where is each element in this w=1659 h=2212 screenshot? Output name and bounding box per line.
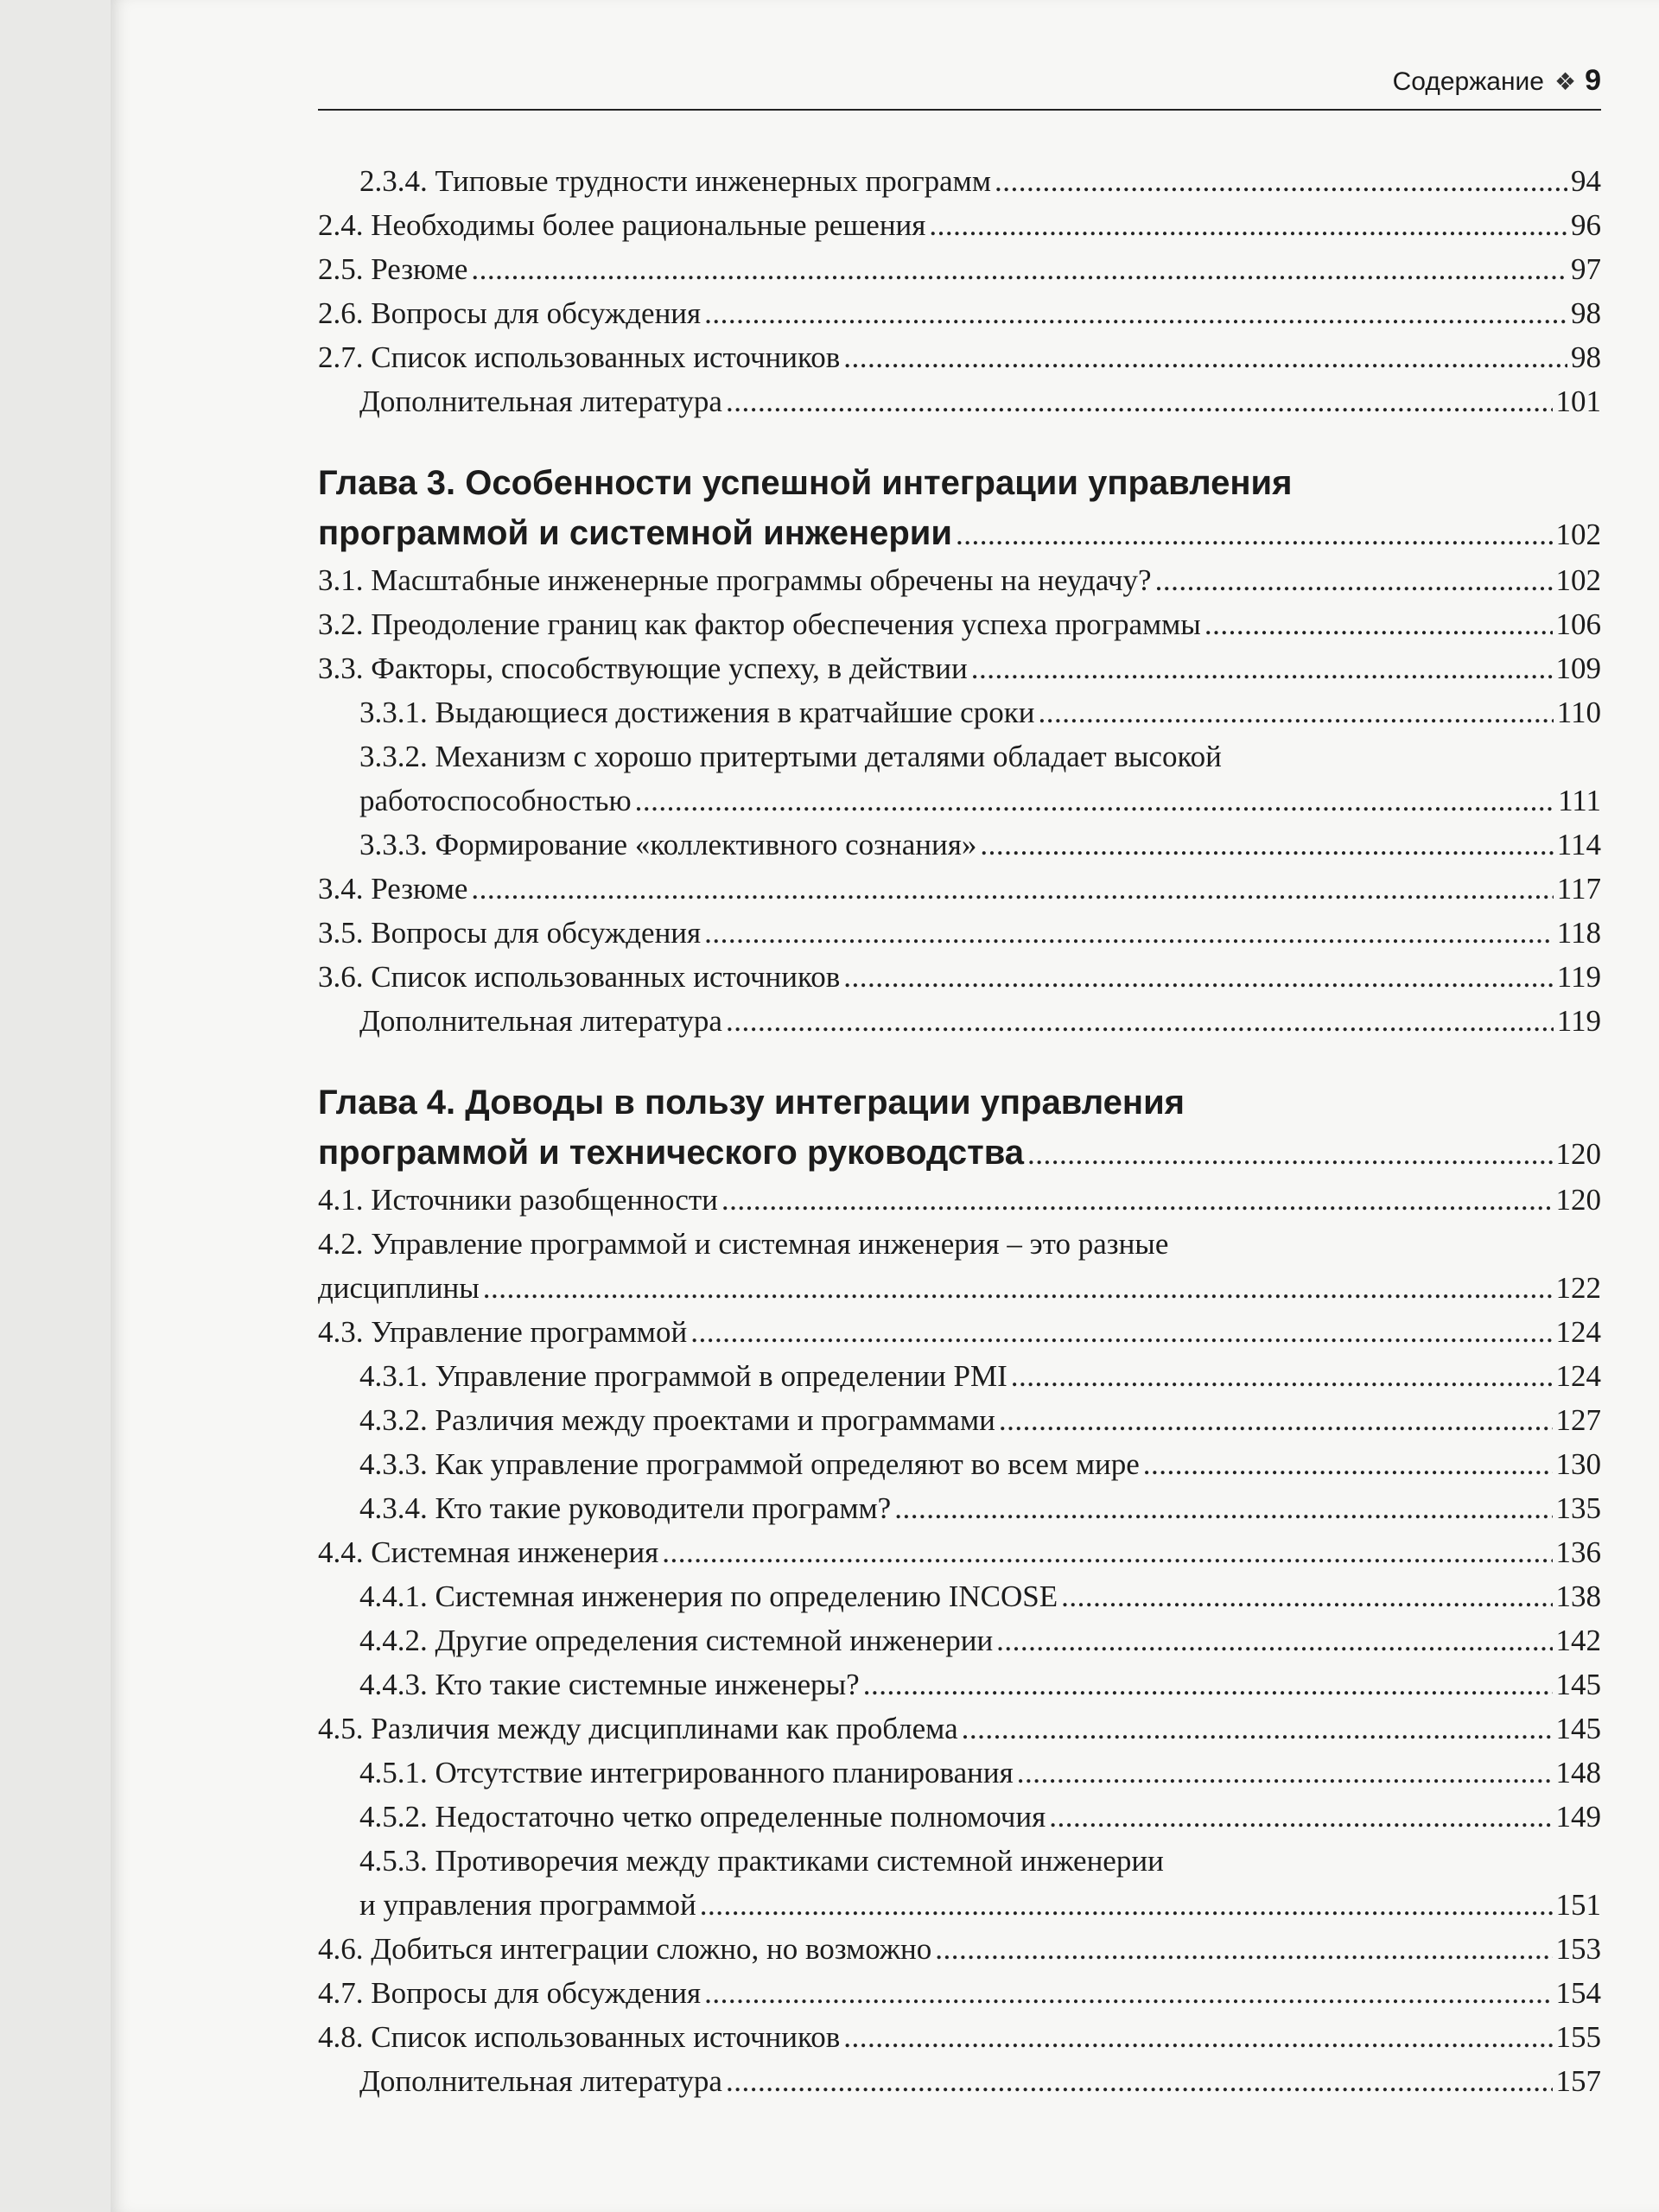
toc-entry-title: 3.5. Вопросы для обсуждения [318,916,702,950]
dot-leader [1027,1129,1552,1179]
dot-leader [1011,1354,1553,1398]
toc-page-number: 135 [1555,1491,1601,1525]
dot-leader [635,779,1554,823]
toc-entry-title: 3.4. Резюме [318,872,468,906]
toc-entry-title: дисциплины [318,1271,480,1305]
toc-entry-multiline [318,734,1601,823]
dot-leader [863,1662,1553,1707]
toc-entry [318,1707,1601,1751]
toc-entry [318,1751,1601,1795]
toc-page-number: 106 [1555,607,1601,641]
toc-page-number: 138 [1555,1580,1601,1613]
toc-entry-title: 2.6. Вопросы для обсуждения [318,296,702,330]
toc-page-number: 142 [1555,1624,1601,1657]
toc-entry-title: 3.3.1. Выдающиеся достижения в кратчайшие сроки [359,696,1035,729]
toc-page-number: 97 [1571,252,1601,286]
toc-page-number: 122 [1555,1271,1601,1305]
toc-entry-title: программой и системной инженерии [318,514,952,552]
toc-page-number: 124 [1555,1359,1601,1393]
toc-entry [318,379,1601,423]
dot-leader [894,1486,1552,1530]
toc-entry-title: 4.5.1. Отсутствие интегрированного планирования [359,1756,1014,1789]
toc-entry-title: 4.4.3. Кто такие системные инженеры? [359,1668,860,1701]
toc-entry-title-line1: 4.2. Управление программой и системная инженерия – это разные [318,1227,1169,1261]
toc-page-number: 119 [1556,960,1601,994]
toc-entry-title: 4.1. Источники разобщенности [318,1183,718,1217]
toc-entry [318,1795,1601,1839]
toc-entry-title: 2.5. Резюме [318,252,468,286]
dot-leader [700,1883,1553,1927]
toc-entry-title: Дополнительная литература [359,1004,722,1038]
toc-entry-title-line1: Глава 4. Доводы в пользу интеграции управления [318,1084,1185,1122]
toc-page-number: 136 [1555,1535,1601,1569]
toc-page-number: 111 [1558,784,1601,817]
dot-leader [1049,1795,1552,1839]
diamond-ornament-icon: ❖ [1554,68,1577,95]
toc-entry [318,1354,1601,1398]
toc-entry [318,1662,1601,1707]
dot-leader [843,2015,1552,2059]
dot-leader [483,1266,1553,1310]
toc-entry-title: 4.3.1. Управление программой в определении PMI [359,1359,1007,1393]
toc-entry [318,1128,1601,1178]
toc-entry-title: и управления программой [359,1888,696,1922]
toc-page-number: 148 [1555,1756,1601,1789]
dot-leader [704,911,1554,955]
toc-entry [318,602,1601,646]
toc-page-number: 110 [1556,696,1601,729]
toc-entry [318,1178,1601,1222]
header-section-title: Содержание [1392,67,1544,96]
dot-leader [690,1310,1552,1354]
dot-leader [843,955,1554,999]
toc-page-number: 102 [1555,563,1601,597]
toc-entry [318,1574,1601,1618]
toc-entry [318,823,1601,867]
dot-leader [1155,558,1553,602]
dot-leader [726,379,1553,423]
toc-entry-title: 2.4. Необходимы более рациональные решения [318,208,926,242]
toc-entry-title: Дополнительная литература [359,2064,722,2098]
header-text [1393,59,1601,104]
toc-entry-title: 2.7. Список использованных источников [318,340,841,374]
toc-entry-title-line1: 4.5.3. Противоречия между практиками системной инженерии [359,1844,1164,1878]
toc-page-number: 153 [1555,1932,1601,1966]
toc-entry-title: 4.5. Различия между дисциплинами как проблема [318,1712,958,1745]
toc-entry-title: работоспособностью [359,784,632,817]
toc-entry [318,1266,1601,1310]
book-page [111,0,1659,2212]
toc-entry-title: 4.4.1. Системная инженерия по определению INCOSE [359,1580,1058,1613]
dot-leader [1205,602,1553,646]
toc-page-number: 98 [1571,340,1601,374]
toc-page-number: 145 [1555,1668,1601,1701]
toc-entry-title: 3.6. Список использованных источников [318,960,841,994]
toc-page-number: 94 [1571,164,1601,198]
header-page-number: 9 [1585,64,1601,97]
toc-entry [318,159,1601,203]
toc-entry [318,1310,1601,1354]
toc-entry [318,558,1601,602]
toc-entry-title: 4.6. Добиться интеграции сложно, но возможно [318,1932,932,1966]
toc-entry-title: 4.4.2. Другие определения системной инженерии [359,1624,994,1657]
toc-entry [318,2015,1601,2059]
toc-entry [318,247,1601,291]
dot-leader [726,999,1554,1043]
toc-page-number: 127 [1555,1403,1601,1437]
dot-leader [962,1707,1553,1751]
toc-entry [318,779,1601,823]
toc-entry [318,999,1601,1043]
toc-entry-title: 4.8. Список использованных источников [318,2020,841,2054]
toc-entry-title: 4.7. Вопросы для обсуждения [318,1976,702,2010]
toc-page-number: 151 [1555,1888,1601,1922]
toc-entry-title: 4.3.4. Кто такие руководители программ? [359,1491,892,1525]
dot-leader [971,646,1553,690]
dot-leader [1017,1751,1553,1795]
dot-leader [704,1971,1552,2015]
toc-entry-title-line1: 3.3.2. Механизм с хорошо притертыми деталями обладает высокой [359,740,1222,773]
toc-entry-title: 2.3.4. Типовые трудности инженерных программ [359,164,991,198]
toc-entry-title: 4.4. Системная инженерия [318,1535,659,1569]
toc-entry [318,690,1601,734]
toc-page-number: 117 [1556,872,1601,906]
toc-entry-title: 3.3.3. Формирование «коллективного сознания» [359,828,977,861]
toc-page-number: 120 [1555,1183,1601,1217]
dot-leader [995,159,1567,203]
dot-leader [471,247,1567,291]
toc-entry-title: 4.3.2. Различия между проектами и программами [359,1403,995,1437]
dot-leader [721,1178,1553,1222]
toc-entry [318,1971,1601,2015]
toc-page-number: 114 [1556,828,1601,861]
dot-leader [1038,690,1553,734]
toc-entry-title: 4.3.3. Как управление программой определяют во всем мире [359,1447,1140,1481]
toc-page-number: 119 [1556,1004,1601,1038]
toc-entry-title-line1: Глава 3. Особенности успешной интеграции управления [318,464,1293,502]
toc-page-number: 101 [1555,385,1601,418]
toc-page-number: 124 [1555,1315,1601,1349]
chapter-heading [318,458,1601,558]
dot-leader [1061,1574,1552,1618]
toc-page-number: 130 [1555,1447,1601,1481]
toc-entry-title: 4.3. Управление программой [318,1315,688,1349]
toc-entry [318,2059,1601,2103]
toc-entry [318,911,1601,955]
toc-page-number: 98 [1571,296,1601,330]
dot-leader [980,823,1553,867]
toc-entry [318,646,1601,690]
toc-entry-title: 3.1. Масштабные инженерные программы обречены на неудачу? [318,563,1152,597]
dot-leader [929,203,1567,247]
toc-page-number: 154 [1555,1976,1601,2010]
toc-entry [318,508,1601,558]
chapter-heading [318,1077,1601,1178]
dot-leader [843,335,1567,379]
toc-entry [318,1530,1601,1574]
dot-leader [935,1927,1552,1971]
toc-entry [318,291,1601,335]
dot-leader [662,1530,1552,1574]
dot-leader [726,2059,1553,2103]
toc-page-number: 157 [1555,2064,1601,2098]
dot-leader [704,291,1567,335]
toc-entry [318,1883,1601,1927]
dot-leader [996,1618,1552,1662]
toc-page-number: 109 [1555,652,1601,685]
toc-entry [318,1398,1601,1442]
dot-leader [999,1398,1553,1442]
dot-leader [956,510,1553,560]
toc-page-number: 145 [1555,1712,1601,1745]
dot-leader [471,867,1553,911]
toc-page-number: 102 [1555,518,1601,551]
toc-entry [318,1442,1601,1486]
toc-entry-title: 3.3. Факторы, способствующие успеху, в действии [318,652,968,685]
toc-entry-title: программой и технического руководства [318,1134,1025,1172]
toc-entry [318,335,1601,379]
running-header [318,59,1601,111]
toc-entry-multiline [318,1839,1601,1927]
table-of-contents [318,159,1601,2103]
toc-page-number: 96 [1571,208,1601,242]
toc-entry-multiline [318,1222,1601,1310]
toc-page-number: 118 [1556,916,1601,950]
toc-entry [318,1618,1601,1662]
toc-entry [318,955,1601,999]
toc-entry-title: 4.5.2. Недостаточно четко определенные полномочия [359,1800,1046,1834]
dot-leader [1143,1442,1553,1486]
toc-page-number: 149 [1555,1800,1601,1834]
toc-page-number: 120 [1555,1137,1601,1171]
toc-entry [318,867,1601,911]
toc-entry [318,203,1601,247]
toc-entry [318,1486,1601,1530]
toc-entry-title: 3.2. Преодоление границ как фактор обеспечения успеха программы [318,607,1201,641]
toc-page-number: 155 [1555,2020,1601,2054]
toc-entry-title: Дополнительная литература [359,385,722,418]
toc-entry [318,1927,1601,1971]
